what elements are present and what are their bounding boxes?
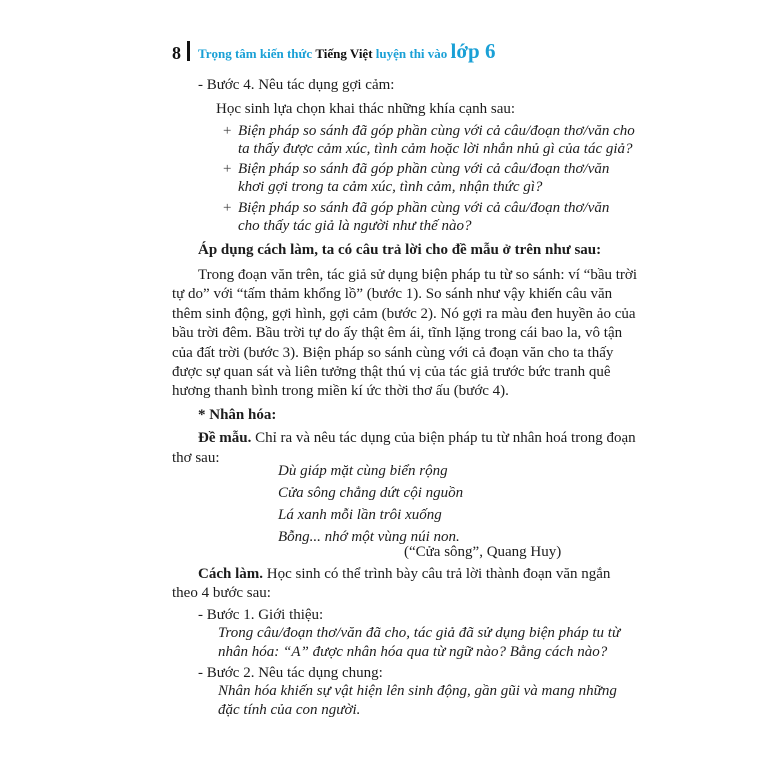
bullet-plus: + — [223, 161, 232, 177]
step2-heading: - Bước 2. Nêu tác dụng chung: — [198, 665, 383, 681]
step2-text: đặc tính của con người. — [218, 702, 361, 718]
bullet-text: Biện pháp so sánh đã góp phần cùng với cả câu/đoạn thơ/văn cho — [238, 123, 635, 139]
bullet-text: ta thấy được cảm xúc, tình cảm hoặc lời nhắn nhủ gì của tác giả? — [238, 141, 633, 157]
bullet-text: Biện pháp so sánh đã góp phần cùng với cả câu/đoạn thơ/văn — [238, 200, 610, 216]
answer-line: bầu trời đêm. Bầu trời tự do ấy thật êm ái, tĩnh lặng trong cái bao la, vô tận — [172, 325, 623, 341]
method-line2: theo 4 bước sau: — [172, 585, 271, 601]
sample-prompt-label: Đề mẫu. — [198, 430, 252, 446]
answer-line: thêm sinh động, gợi hình, gợi cảm (bước 2). Nó gợi ra màu đen huyền ảo của — [172, 306, 636, 322]
answer-line: của đất trời (bước 3). Biện pháp so sánh cùng với cả đoạn văn cho ta thấy — [172, 345, 614, 361]
answer-line: tự do” với “tấm thảm khổng lồ” (bước 1). So sánh như vậy khiến câu văn — [172, 286, 613, 302]
answer-line: được sự quan sát và liên tưởng thật thú vị của tác giả trước bức tranh quê — [172, 364, 611, 380]
page-number: 8 — [172, 43, 181, 63]
bullet-text: cho thấy tác giả là người như thế nào? — [238, 218, 472, 234]
sample-prompt — [198, 429, 636, 448]
poem-line: Bỗng... nhớ một vùng núi non. — [278, 529, 460, 545]
bullet-text: Biện pháp so sánh đã góp phần cùng với cả câu/đoạn thơ/văn — [238, 161, 610, 177]
step1-text: Trong câu/đoạn thơ/văn đã cho, tác giả đã sử dụng biện pháp tu từ — [218, 625, 621, 641]
method-label: Cách làm. — [198, 566, 263, 582]
method-line: Học sinh có thể trình bày câu trả lời thành đoạn văn ngắn — [266, 566, 611, 582]
step1-heading: - Bước 1. Giới thiệu: — [198, 607, 324, 623]
poem-line: Dù giáp mặt cùng biển rộng — [278, 463, 448, 479]
step4-heading: - Bước 4. Nêu tác dụng gợi cảm: — [198, 77, 395, 93]
answer-line: Trong đoạn văn trên, tác giả sử dụng biện pháp tu từ so sánh: ví “bầu trời — [198, 267, 637, 283]
answer-line: hương thanh bình trong miền kí ức thời thơ ấu (bước 4). — [172, 383, 509, 399]
header-title: Trọng tâm kiến thức Tiếng Việt luyện thi vào lớp 6 — [198, 39, 496, 63]
bullet-plus: + — [223, 123, 232, 139]
step2-text: Nhân hóa khiến sự vật hiện lên sinh động, gần gũi và mang những — [218, 683, 617, 699]
method-text — [198, 565, 610, 584]
poem-citation: (“Cửa sông”, Quang Huy) — [404, 544, 562, 560]
header-divider — [187, 41, 190, 61]
poem-line: Lá xanh mỗi lần trôi xuống — [278, 507, 442, 523]
personification-heading: * Nhân hóa: — [198, 407, 277, 423]
apply-heading: Áp dụng cách làm, ta có câu trả lời cho đề mẫu ở trên như sau: — [198, 242, 602, 258]
page-header — [172, 38, 495, 64]
step4-intro: Học sinh lựa chọn khai thác những khía cạnh sau: — [216, 101, 516, 117]
bullet-text: khơi gợi trong ta cảm xúc, tình cảm, nhận thức gì? — [238, 179, 543, 195]
bullet-plus: + — [223, 200, 232, 216]
step1-text: nhân hóa: “A” được nhân hóa qua từ ngữ nào? Bằng cách nào? — [218, 644, 608, 660]
poem-line: Cửa sông chẳng dứt cội nguồn — [278, 485, 464, 501]
sample-prompt-text: Chỉ ra và nêu tác dụng của biện pháp tu từ nhân hoá trong đoạn — [255, 430, 636, 446]
sample-prompt-line2: thơ sau: — [172, 450, 220, 466]
